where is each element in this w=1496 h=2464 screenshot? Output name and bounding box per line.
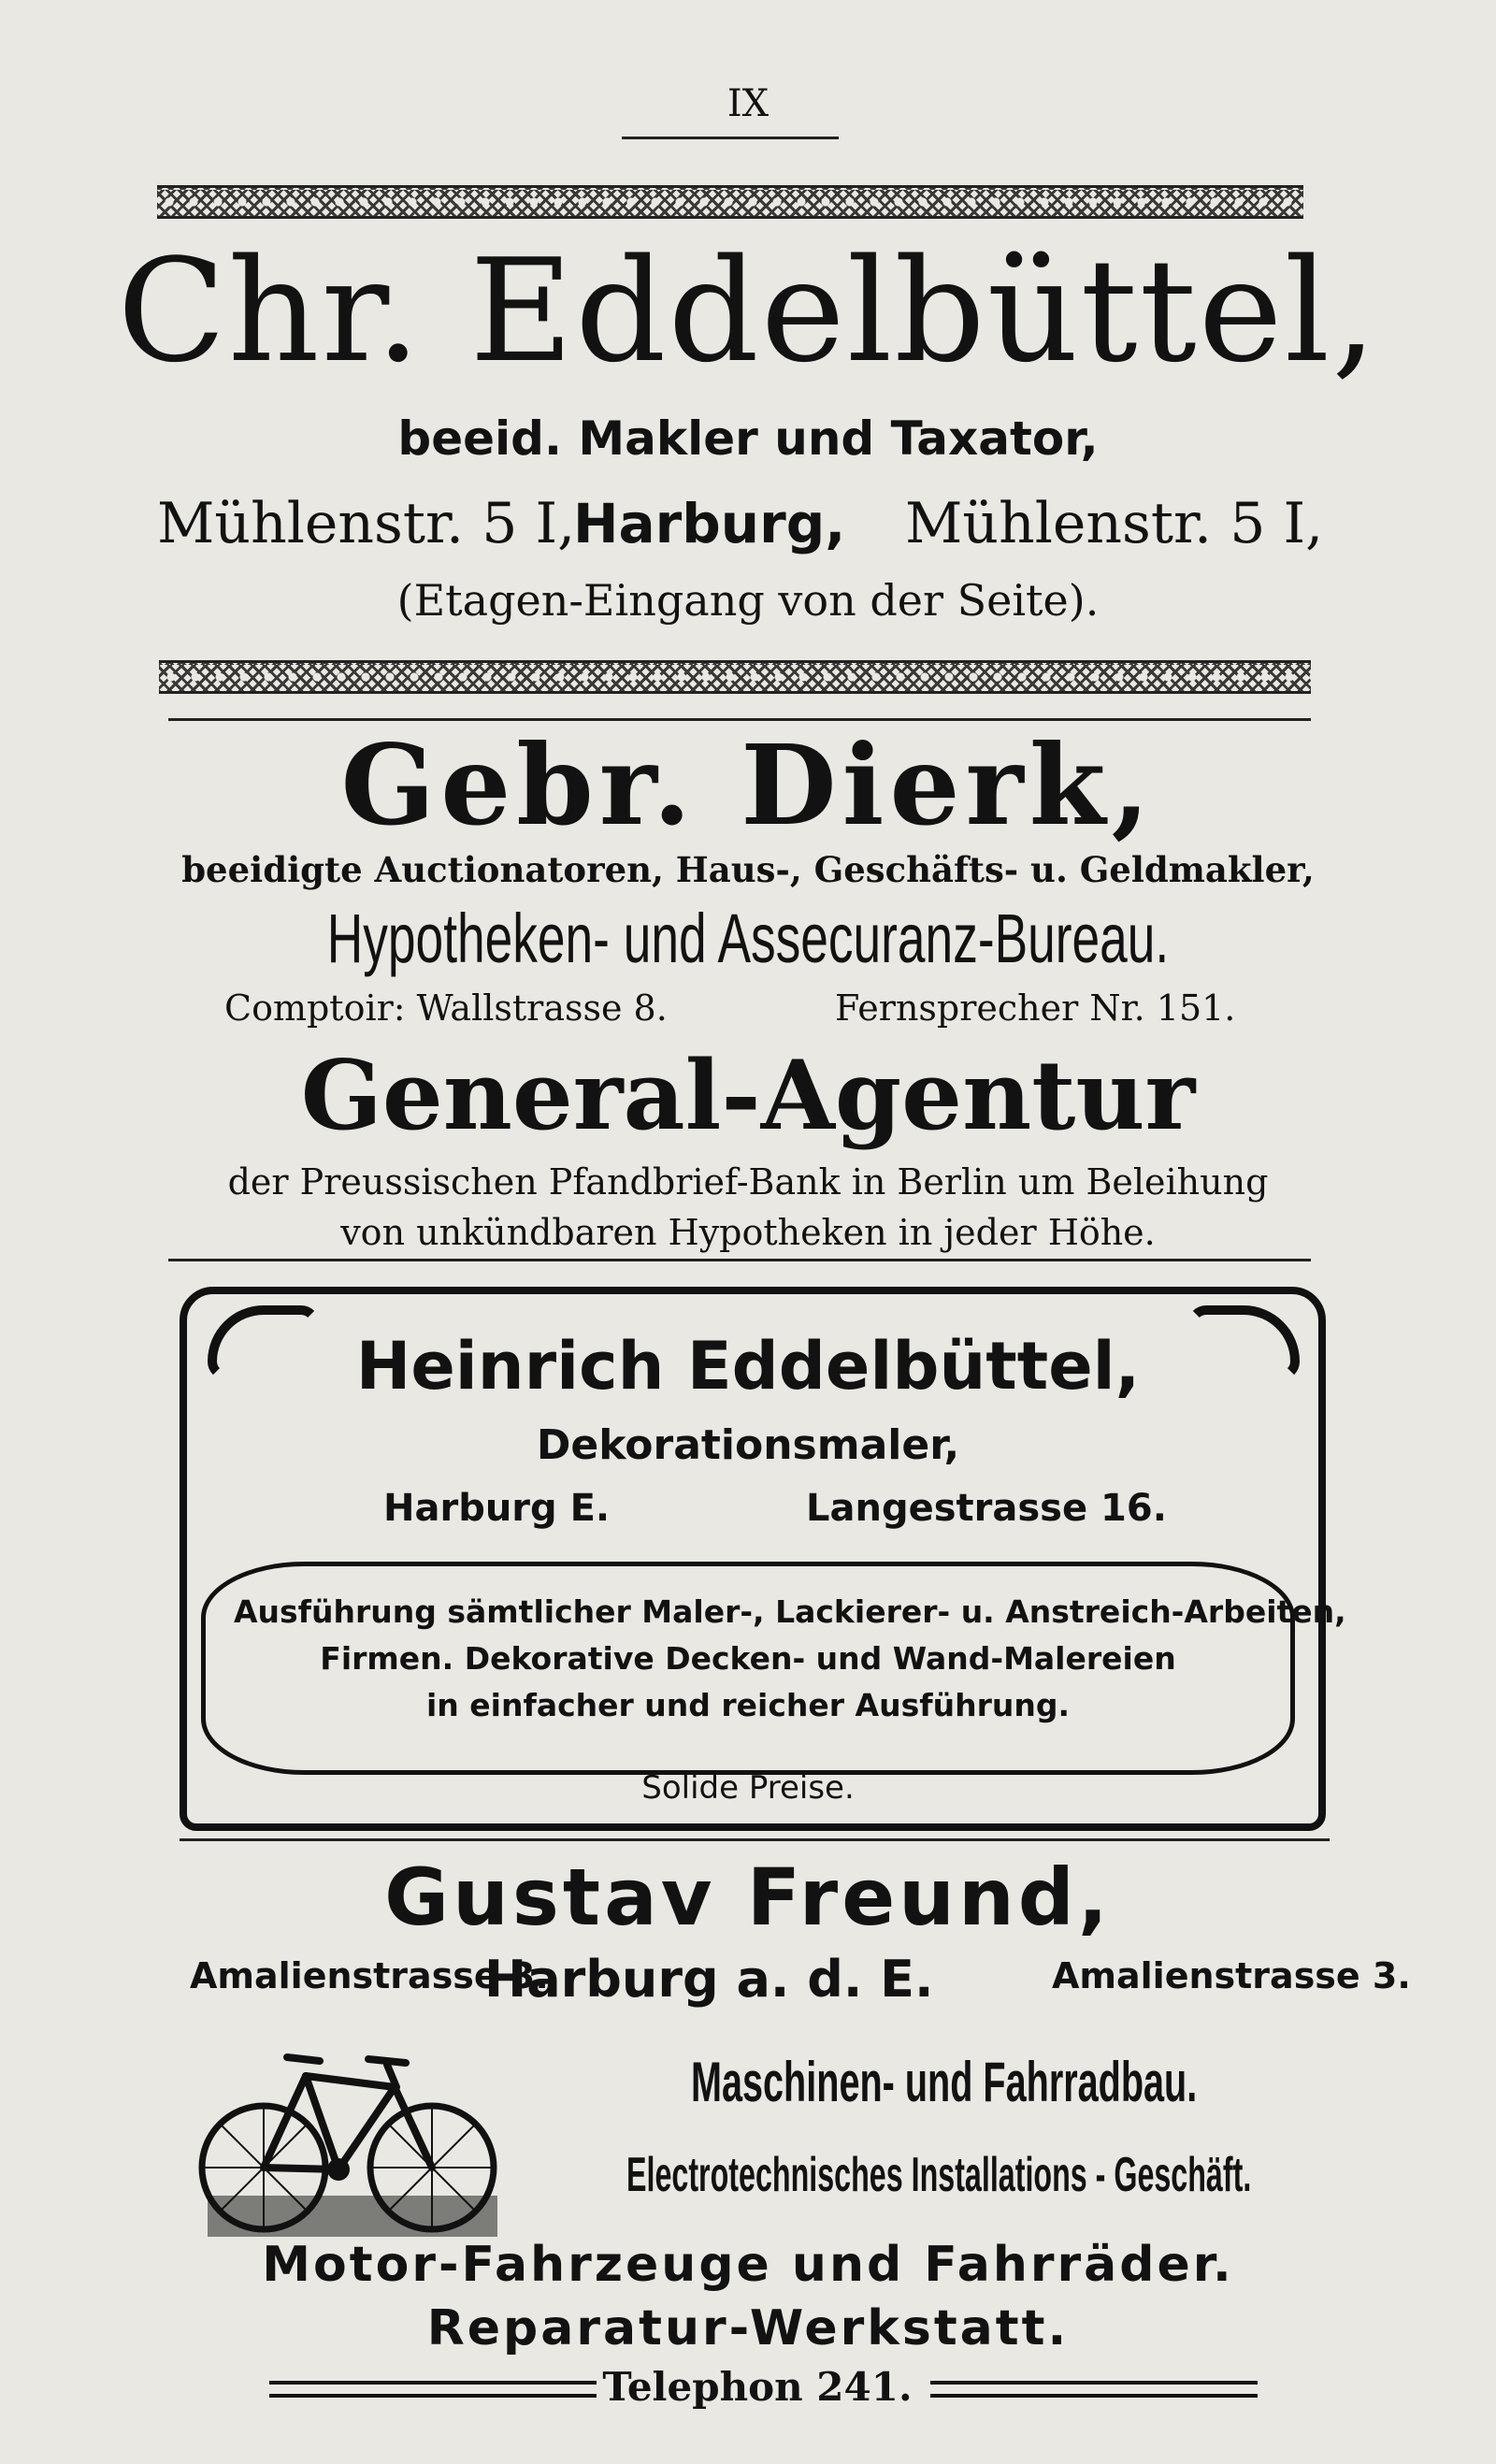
ad1-note: (Etagen-Eingang von der Seite). xyxy=(396,575,1100,626)
bicycle-illustration xyxy=(198,2039,507,2241)
ad3-service-1: Ausführung sämtlicher Maler-, Lackierer- u. Anstreich-Arbeiten, xyxy=(234,1593,1346,1630)
ad2-agency: General-Agentur xyxy=(300,1040,1196,1152)
ad1-title: beeid. Makler und Taxator, xyxy=(397,411,1099,466)
ad3-city: Harburg E. xyxy=(383,1487,611,1530)
ad4-line3: Motor-Fahrzeuge und Fahrräder. xyxy=(262,2237,1234,2293)
ad4-name: Gustav Freund, xyxy=(384,1852,1112,1943)
ad4-city: Harburg a. d. E. xyxy=(484,1950,934,2009)
ad1-address-left: Mühlenstr. 5 I, xyxy=(157,491,576,556)
page-number: IX xyxy=(726,82,770,125)
ad3-name: Heinrich Eddelbüttel, xyxy=(355,1328,1141,1405)
ad3-price: Solide Preise. xyxy=(641,1769,855,1807)
ad2-desc1: der Preussischen Pfandbrief-Bank in Berlin um Beleihung xyxy=(227,1161,1269,1203)
ornament-border-top xyxy=(157,185,1303,219)
ad1-name: Chr. Eddelbüttel, xyxy=(117,228,1379,394)
ad3-street: Langestrasse 16. xyxy=(806,1487,1167,1530)
ad2-line1: beeidigte Auctionatoren, Haus-, Geschäfts- u. Geldmakler, xyxy=(181,849,1315,890)
ad1-address-right: Mühlenstr. 5 I, xyxy=(905,491,1324,556)
ad4-address-left: Amalienstrasse 3. xyxy=(190,1955,549,1996)
page-number-rule xyxy=(622,137,839,139)
ad2-name: Gebr. Dierk, xyxy=(340,720,1156,850)
ad2-desc2: von unkündbaren Hypotheken in jeder Höhe. xyxy=(340,1212,1156,1253)
telephone-rule-left xyxy=(269,2381,597,2398)
ad3-service-2: Firmen. Dekorative Decken- und Wand-Malereien xyxy=(320,1640,1176,1677)
ad4-address-right: Amalienstrasse 3. xyxy=(1052,1955,1411,1996)
ad4-line2: Electrotechnisches Installations - Geschäft. xyxy=(626,2148,1252,2202)
ad4-line1: Maschinen- und Fahrradbau. xyxy=(691,2051,1198,2113)
ad3-service-3: in einfacher und reicher Ausführung. xyxy=(425,1687,1070,1723)
ad4-line4: Reparatur-Werkstatt. xyxy=(426,2300,1070,2356)
ad3-trade: Dekorationsmaler, xyxy=(536,1421,960,1469)
telephone-rule-right xyxy=(930,2381,1258,2398)
ad1-address-line xyxy=(157,491,1335,556)
ad4-address-line xyxy=(190,1950,1411,2009)
ad4-telephone: Telephon 241. xyxy=(602,2364,913,2410)
divider-2 xyxy=(168,1259,1311,1261)
divider-3 xyxy=(180,1838,1330,1841)
ad2-comptoir: Comptoir: Wallstrasse 8. xyxy=(224,987,668,1029)
ad2-phone: Fernsprecher Nr. 151. xyxy=(835,987,1236,1029)
ornament-border-bottom xyxy=(159,660,1311,694)
ad1-city: Harburg, xyxy=(573,492,846,555)
ad2-line2: Hypotheken- und Assecuranz-Bureau. xyxy=(326,900,1170,977)
